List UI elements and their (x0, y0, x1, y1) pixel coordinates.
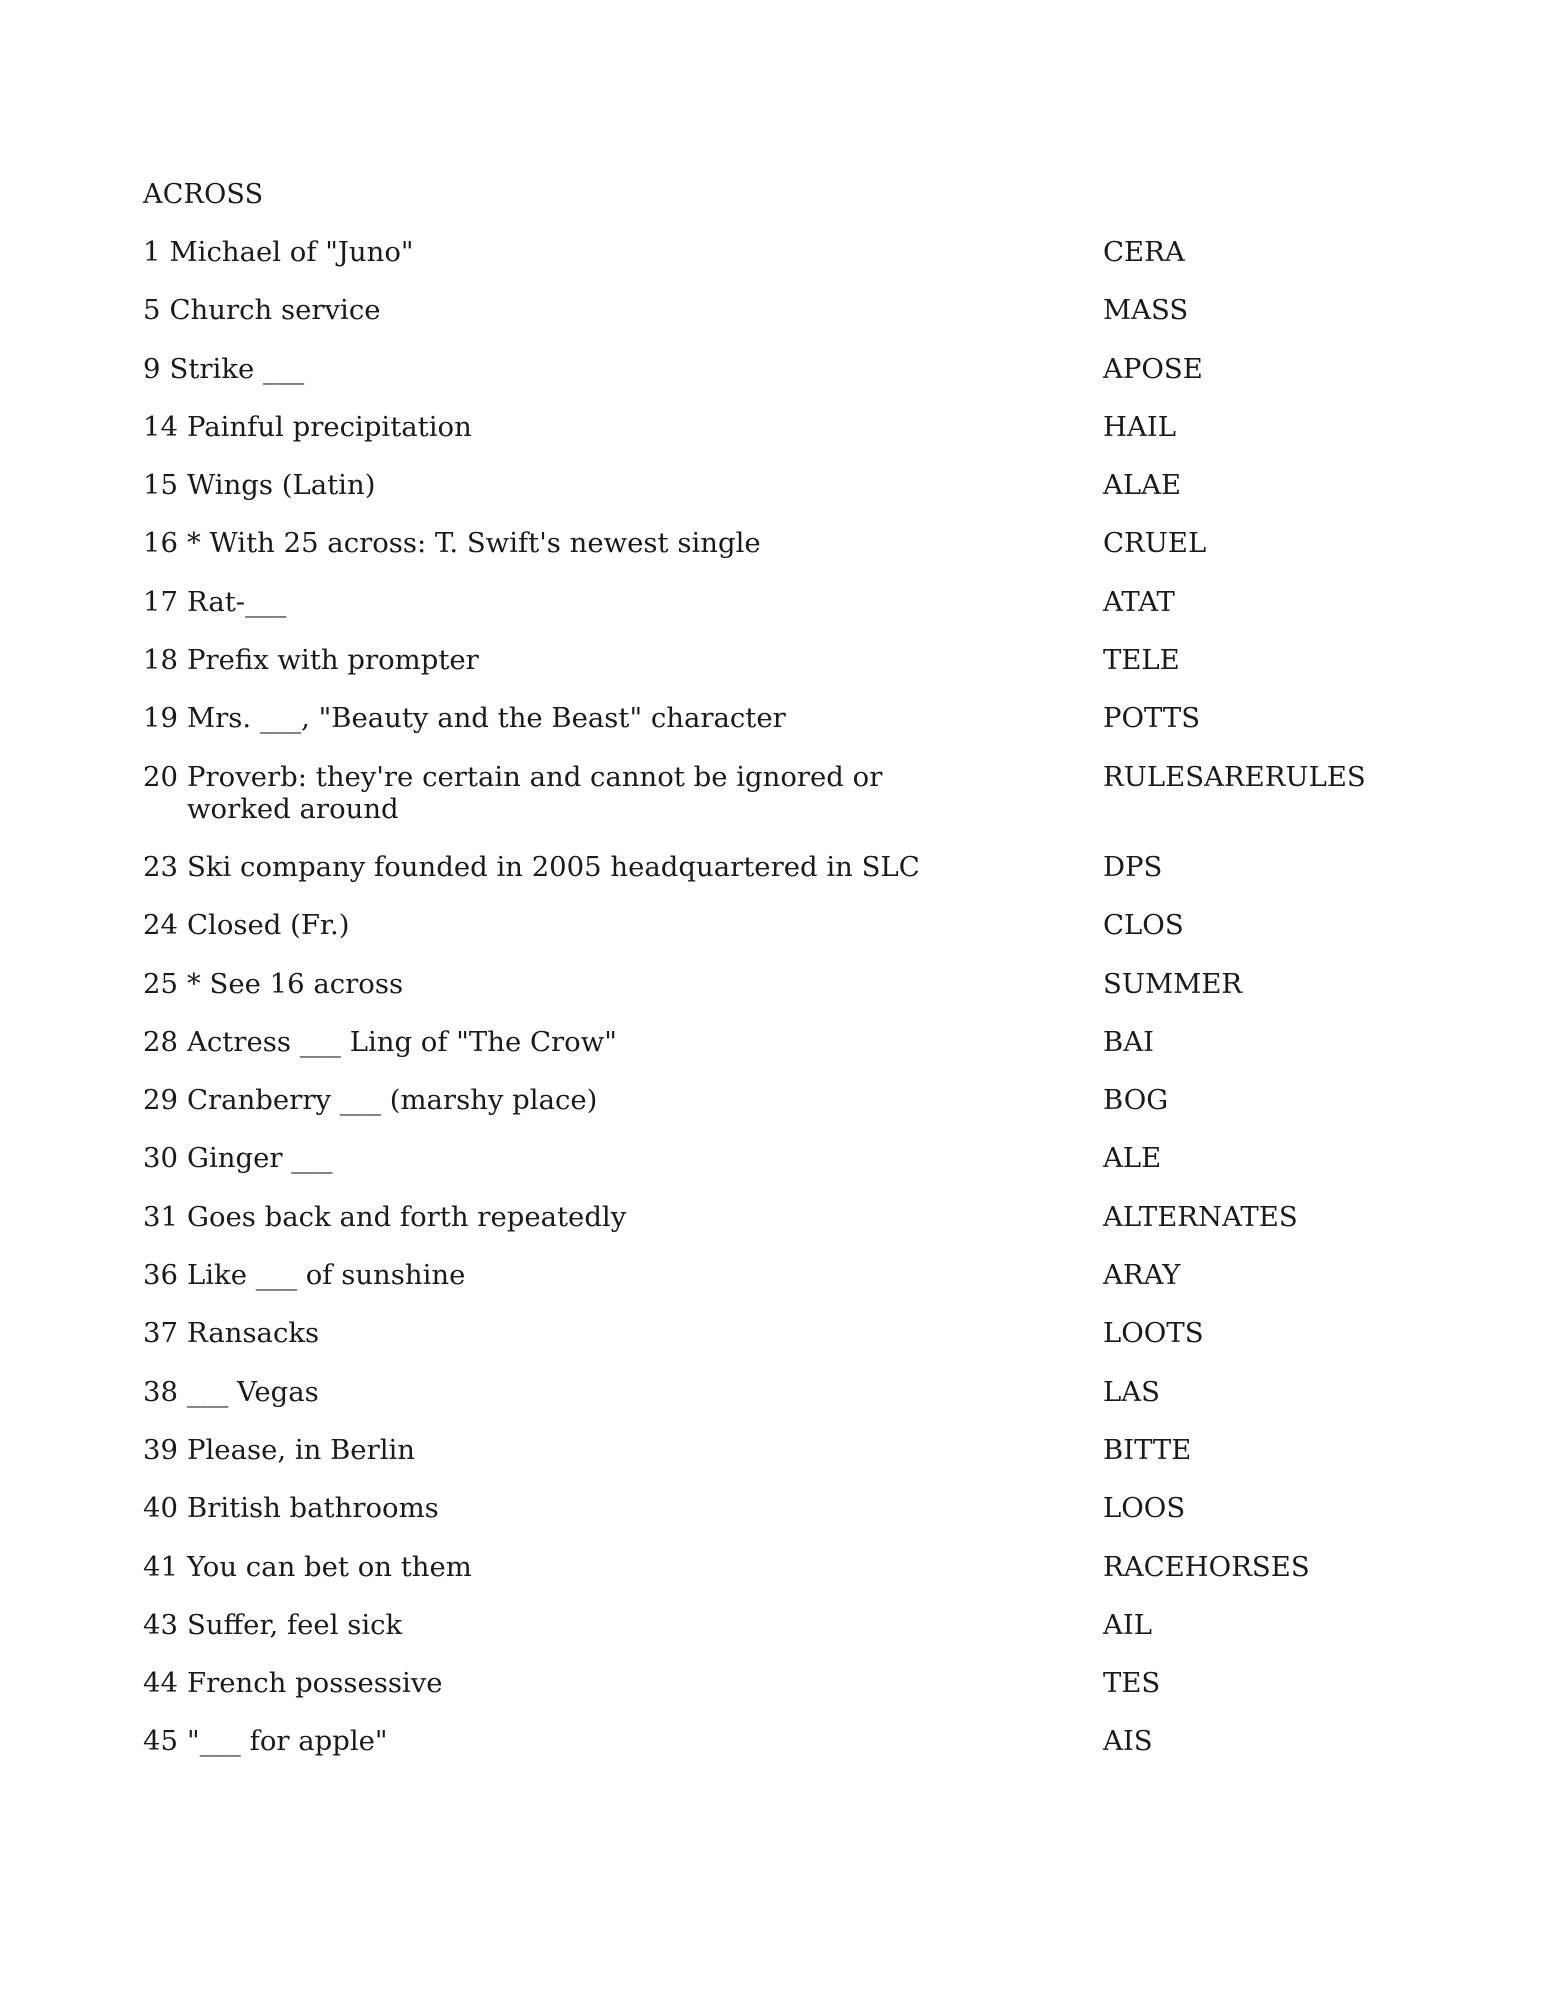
clue-text: Ransacks (187, 1317, 320, 1350)
clue-text: ___ Vegas (187, 1375, 319, 1408)
clue-answer: SUMMER (1103, 967, 1243, 1000)
clue-row (143, 469, 1403, 501)
clue-number: 9 (143, 352, 161, 385)
clue-row (143, 294, 1403, 326)
clue-answer: CERA (1103, 236, 1185, 268)
clue-answer: CLOS (1103, 909, 1184, 942)
clue-row (143, 1551, 1403, 1583)
clue-answer: BAI (1103, 1025, 1154, 1058)
clue-text: Wings (Latin) (187, 469, 376, 502)
clue-answer: LOOTS (1103, 1317, 1204, 1350)
clue-text: "___ for apple" (187, 1725, 388, 1758)
clue-text: Rat-___ (187, 585, 287, 618)
clue-number: 18 (143, 644, 178, 677)
clue-text: French possessive (187, 1667, 443, 1700)
clue-answer: LOOS (1103, 1492, 1186, 1525)
clue-text: Cranberry ___ (marshy place) (187, 1084, 598, 1117)
clue-row (143, 586, 1403, 618)
clue-text: You can bet on them (187, 1550, 472, 1583)
clue-text: Painful precipitation (187, 410, 472, 443)
clue-number: 41 (143, 1550, 178, 1583)
clue-text: Suffer, feel sick (187, 1608, 403, 1641)
clue-number: 45 (143, 1725, 178, 1758)
clue-number: 24 (143, 909, 178, 942)
clue-row (143, 702, 1403, 734)
clue-row (143, 1026, 1403, 1058)
clue-row (143, 236, 1403, 268)
clue-number: 19 (143, 702, 178, 735)
clue-number: 23 (143, 850, 178, 883)
clue-row (143, 761, 1403, 825)
clue-row (143, 1201, 1403, 1233)
clue-number: 37 (143, 1317, 178, 1350)
clue-row (143, 909, 1403, 941)
clue-number: 40 (143, 1492, 178, 1525)
clue-answer: APOSE (1103, 352, 1203, 385)
clue-answer: DPS (1103, 850, 1163, 883)
clue-answer: AIL (1103, 1608, 1152, 1641)
clue-number: 17 (143, 585, 178, 618)
clue-answer: AIS (1103, 1725, 1153, 1758)
clue-number: 30 (143, 1142, 178, 1175)
clue-text: Actress ___ Ling of "The Crow" (187, 1025, 617, 1058)
clue-number: 39 (143, 1433, 178, 1466)
clue-row (143, 1492, 1403, 1524)
clue-number: 36 (143, 1259, 178, 1292)
clue-answer: BOG (1103, 1084, 1169, 1117)
clue-text: Church service (169, 294, 381, 327)
clue-text: Mrs. ___, "Beauty and the Beast" character (187, 702, 786, 735)
clue-number: 44 (143, 1667, 178, 1700)
clue-row (143, 1667, 1403, 1699)
clue-number: 16 (143, 527, 178, 560)
clue-text: * See 16 across (187, 967, 404, 1000)
clue-text: Ski company founded in 2005 headquartered in SLC (187, 850, 920, 883)
clue-row (143, 1434, 1403, 1466)
clue-number: 38 (143, 1375, 178, 1408)
clue-text: Closed (Fr.) (187, 909, 350, 942)
clue-row (143, 968, 1403, 1000)
clue-row (143, 1376, 1403, 1408)
clue-row (143, 851, 1403, 883)
clue-text: Goes back and forth repeatedly (187, 1200, 627, 1233)
clue-text: Michael of "Juno" (169, 236, 414, 268)
clue-row (143, 1725, 1403, 1757)
clue-text: Like ___ of sunshine (187, 1259, 466, 1292)
clue-text: Ginger ___ (187, 1142, 333, 1175)
clue-answer: HAIL (1103, 410, 1176, 443)
clue-number: 25 (143, 967, 178, 1000)
across-clue-list (143, 236, 1403, 1784)
clue-row (143, 1317, 1403, 1349)
clue-answer: TES (1103, 1667, 1161, 1700)
clue-text: * With 25 across: T. Swift's newest single (187, 527, 761, 560)
clue-number: 29 (143, 1084, 178, 1117)
clue-text: Prefix with prompter (187, 644, 479, 677)
clue-text: British bathrooms (187, 1492, 439, 1525)
clue-answer: CRUEL (1103, 527, 1207, 560)
clue-answer: MASS (1103, 294, 1189, 327)
clue-number: 28 (143, 1025, 178, 1058)
clue-row (143, 1142, 1403, 1174)
clue-answer: RULESARERULES (1103, 760, 1366, 793)
clue-answer: ALAE (1103, 469, 1182, 502)
clue-text: Proverb: they're certain and cannot be ignored or worked around (187, 760, 883, 825)
clue-row (143, 1609, 1403, 1641)
clue-answer: ATAT (1103, 585, 1175, 618)
clue-number: 1 (143, 236, 161, 268)
clue-row (143, 644, 1403, 676)
clue-row (143, 1259, 1403, 1291)
clue-text: Please, in Berlin (187, 1433, 416, 1466)
clue-answer: POTTS (1103, 702, 1201, 735)
clue-text: Strike ___ (169, 352, 305, 385)
clue-row (143, 527, 1403, 559)
clue-number: 15 (143, 469, 178, 502)
clue-row (143, 1084, 1403, 1116)
clue-answer: TELE (1103, 644, 1180, 677)
clue-number: 5 (143, 294, 161, 327)
clue-answer: LAS (1103, 1375, 1160, 1408)
clue-number: 14 (143, 410, 178, 443)
clue-answer: ARAY (1103, 1259, 1181, 1292)
clue-number: 20 (143, 760, 178, 793)
clue-answer: BITTE (1103, 1433, 1192, 1466)
clue-answer: RACEHORSES (1103, 1550, 1310, 1583)
clue-row (143, 411, 1403, 443)
section-heading: ACROSS (143, 179, 264, 210)
clue-answer: ALE (1103, 1142, 1162, 1175)
clue-number: 31 (143, 1200, 178, 1233)
clue-answer: ALTERNATES (1103, 1200, 1298, 1233)
clue-row (143, 353, 1403, 385)
clue-number: 43 (143, 1608, 178, 1641)
